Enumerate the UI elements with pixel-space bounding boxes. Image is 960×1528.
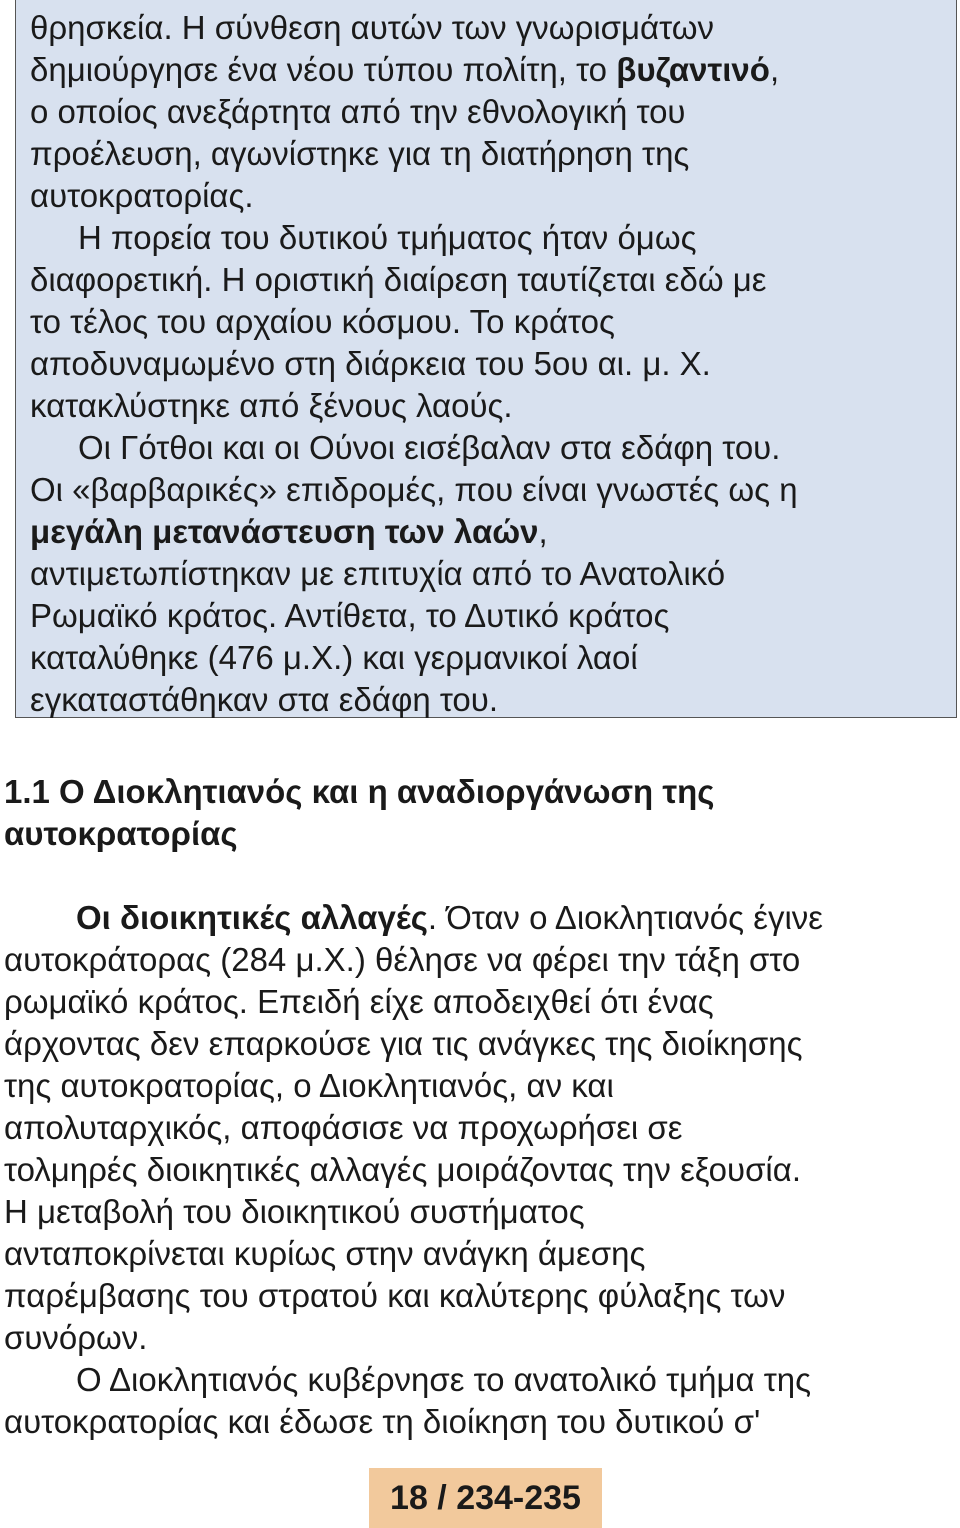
body-line: της αυτοκρατορίας, ο Διοκλητιανός, αν και — [4, 1067, 614, 1104]
heading-line: αυτοκρατορίας — [4, 815, 238, 852]
box-line: αποδυναμωμένο στη διάρκεια του 5ου αι. μ. Χ. — [30, 345, 711, 382]
box-line: δημιούργησε ένα νέου τύπου πολίτη, το βυζαντινό, — [30, 51, 780, 88]
body-line: ρωμαϊκό κράτος. Επειδή είχε αποδειχθεί ότι ένας — [4, 983, 714, 1020]
box-line: κατακλύστηκε από ξένους λαούς. — [30, 387, 513, 424]
body-line: ανταποκρίνεται κυρίως στην ανάγκη άμεσης — [4, 1235, 646, 1272]
box-line: Οι «βαρβαρικές» επιδρομές, που είναι γνωστές ως η — [30, 471, 798, 508]
box-line: μεγάλη μετανάστευση των λαών, — [30, 513, 548, 550]
body-line: αυτοκράτορας (284 μ.Χ.) θέλησε να φέρει την τάξη στο — [4, 941, 801, 978]
box-line: διαφορετική. Η οριστική διαίρεση ταυτίζεται εδώ με — [30, 261, 767, 298]
box-line: Οι Γότθοι και οι Ούνοι εισέβαλαν στα εδάφη του. — [78, 429, 781, 466]
body-line: Ο Διοκλητιανός κυβέρνησε το ανατολικό τμήμα της — [76, 1361, 812, 1398]
box-line: εγκαταστάθηκαν στα εδάφη του. — [30, 681, 498, 718]
body-line: συνόρων. — [4, 1319, 148, 1356]
body-line: παρέμβασης του στρατού και καλύτερης φύλαξης των — [4, 1277, 786, 1314]
highlight-box — [15, 0, 957, 718]
page-number: 18 / 234-235 — [369, 1468, 602, 1528]
box-line: προέλευση, αγωνίστηκε για τη διατήρηση της — [30, 135, 690, 172]
body-line: Οι διοικητικές αλλαγές. Όταν ο Διοκλητιανός έγινε — [76, 899, 823, 936]
box-line: Η πορεία του δυτικού τμήματος ήταν όμως — [78, 219, 697, 256]
box-line: αυτοκρατορίας. — [30, 177, 254, 214]
body-line: Η μεταβολή του διοικητικού συστήματος — [4, 1193, 585, 1230]
box-line: θρησκεία. Η σύνθεση αυτών των γνωρισμάτων — [30, 9, 714, 46]
box-line: το τέλος του αρχαίου κόσμου. Το κράτος — [30, 303, 615, 340]
box-line: αντιμετωπίστηκαν με επιτυχία από το Ανατολικό — [30, 555, 726, 592]
heading-line: 1.1 Ο Διοκλητιανός και η αναδιοργάνωση της — [4, 773, 715, 810]
box-line: ο οποίος ανεξάρτητα από την εθνολογική του — [30, 93, 686, 130]
body-line: άρχοντας δεν επαρκούσε για τις ανάγκες της διοίκησης — [4, 1025, 803, 1062]
body-line: τολμηρές διοικητικές αλλαγές μοιράζοντας την εξουσία. — [4, 1151, 802, 1188]
body-line: αυτοκρατορίας και έδωσε τη διοίκηση του δυτικού σ' — [4, 1403, 761, 1440]
body-line: απολυταρχικός, αποφάσισε να προχωρήσει σε — [4, 1109, 683, 1146]
box-line: Ρωμαϊκό κράτος. Αντίθετα, το Δυτικό κράτος — [30, 597, 670, 634]
box-line: καταλύθηκε (476 μ.Χ.) και γερμανικοί λαοί — [30, 639, 638, 676]
